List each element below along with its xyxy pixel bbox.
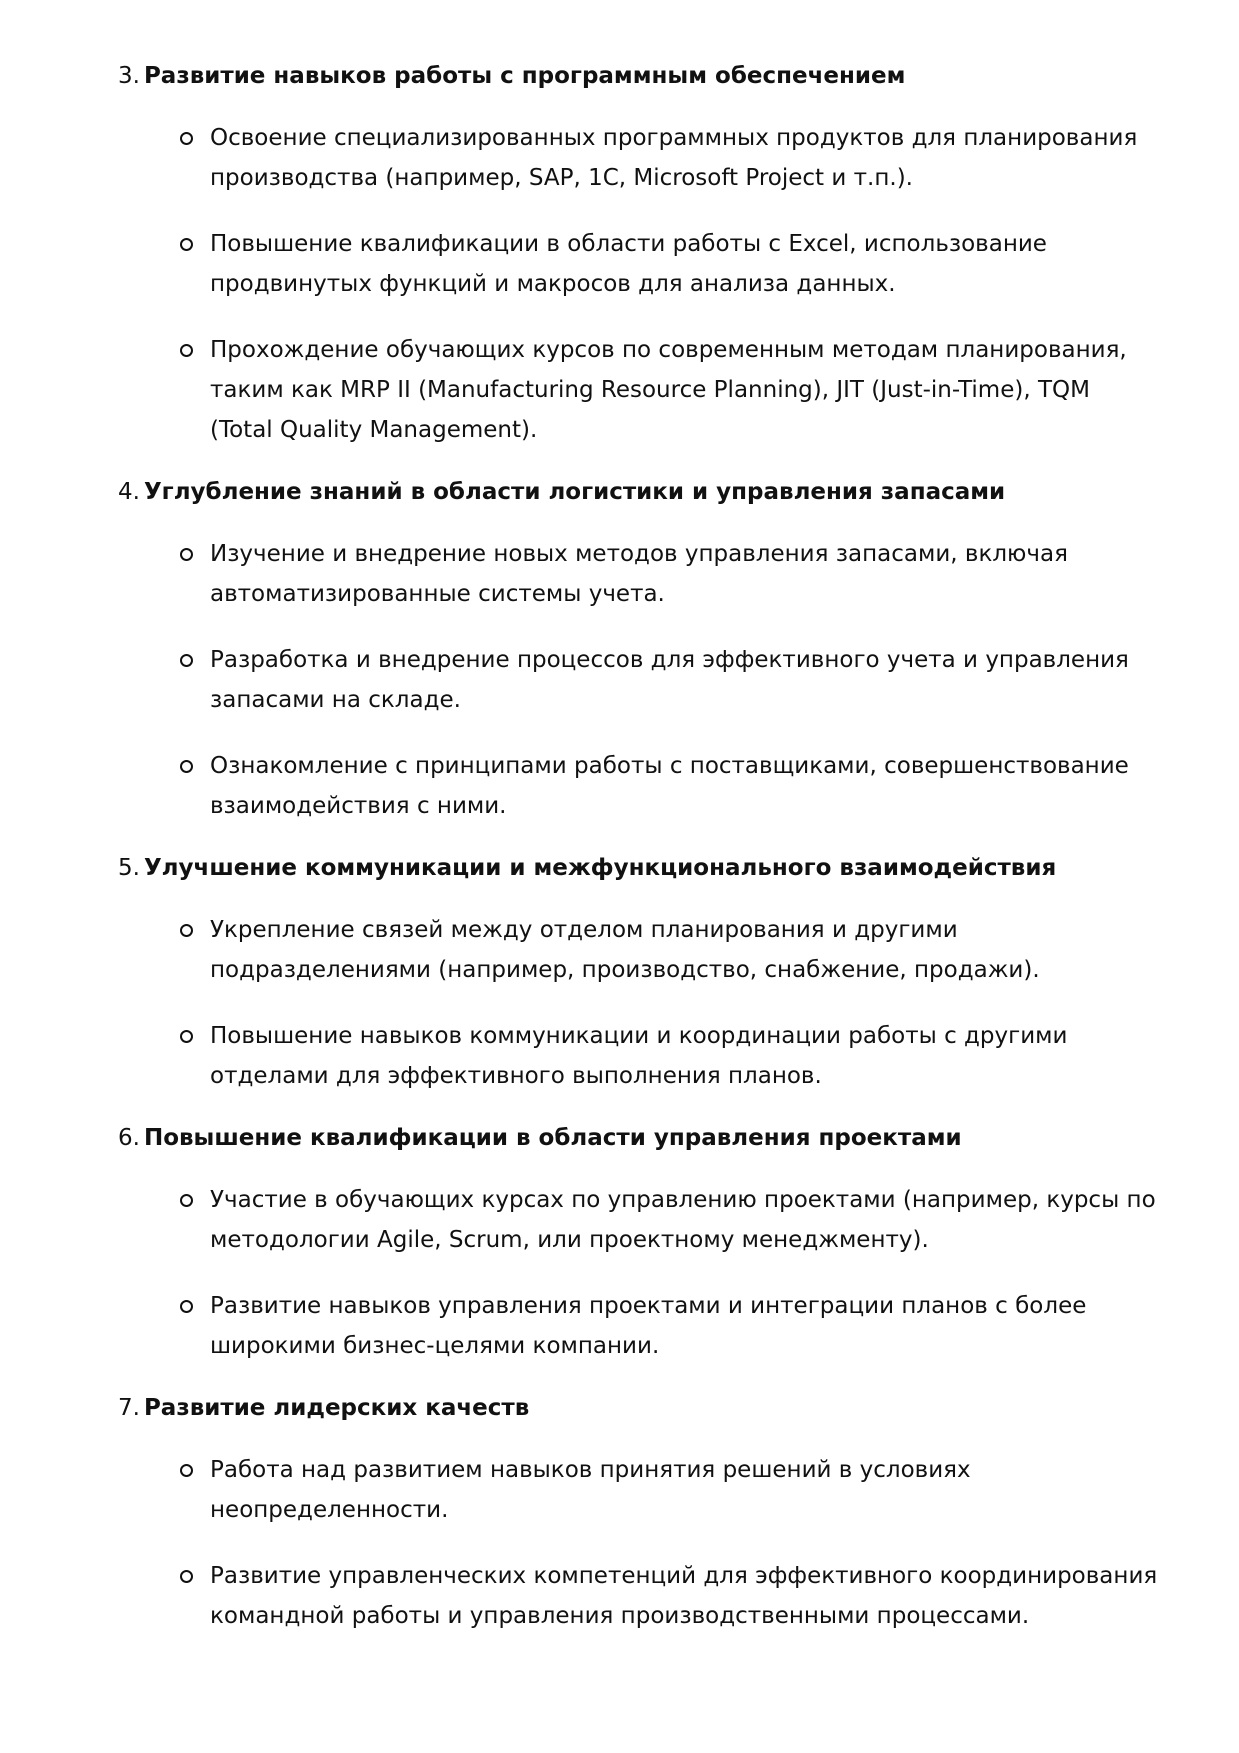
list-item — [180, 746, 1159, 826]
hollow-circle-bullet-icon — [180, 132, 193, 145]
section-5 — [118, 852, 1159, 1096]
list-item — [180, 1180, 1159, 1260]
list-item-text: Участие в обучающих курсах по управлению проектами (например, курсы по методологии Agile, Scrum, или проектному менеджменту). — [210, 1187, 1156, 1253]
section-title: Улучшение коммуникации и межфункционального взаимодействия — [143, 855, 1057, 881]
list-item-text: Повышение квалификации в области работы с Excel, использование продвинутых функций и макросов для анализа данных. — [210, 231, 1047, 297]
hollow-circle-bullet-icon — [180, 1194, 193, 1207]
section-number: 5. — [118, 855, 140, 881]
section-6 — [118, 1122, 1159, 1366]
hollow-circle-bullet-icon — [180, 654, 193, 667]
hollow-circle-bullet-icon — [180, 760, 193, 773]
section-3 — [118, 60, 1159, 450]
bullet-list — [118, 534, 1159, 826]
list-item — [180, 1556, 1159, 1636]
section-heading — [118, 1122, 1159, 1154]
section-title: Развитие навыков работы с программным обеспечением — [143, 63, 906, 89]
list-item — [180, 534, 1159, 614]
section-title: Повышение квалификации в области управления проектами — [143, 1125, 962, 1151]
list-item — [180, 1286, 1159, 1366]
section-7 — [118, 1392, 1159, 1636]
list-item — [180, 910, 1159, 990]
section-number: 4. — [118, 479, 140, 505]
list-item — [180, 118, 1159, 198]
list-item-text: Повышение навыков коммуникации и координации работы с другими отделами для эффективного выполнения планов. — [210, 1023, 1068, 1089]
section-4 — [118, 476, 1159, 826]
list-item-text: Развитие навыков управления проектами и интеграции планов с более широкими бизнес-целями компании. — [210, 1293, 1087, 1359]
list-item — [180, 330, 1159, 450]
list-item — [180, 640, 1159, 720]
list-item-text: Укрепление связей между отделом планирования и другими подразделениями (например, производство, снабжение, продажи). — [210, 917, 1040, 983]
list-item-text: Прохождение обучающих курсов по современным методам планирования, таким как MRP II (Manufacturing Resource Planning), JIT (Just-in-Time), TQM (Total Quality Management). — [210, 337, 1127, 443]
list-item-text: Освоение специализированных программных продуктов для планирования производства (например, SAP, 1C, Microsoft Project и т.п.). — [210, 125, 1138, 191]
hollow-circle-bullet-icon — [180, 1570, 193, 1583]
hollow-circle-bullet-icon — [180, 238, 193, 251]
section-title: Развитие лидерских качеств — [143, 1395, 530, 1421]
hollow-circle-bullet-icon — [180, 344, 193, 357]
list-item — [180, 1016, 1159, 1096]
list-item-text: Ознакомление с принципами работы с поставщиками, совершенствование взаимодействия с ними. — [210, 753, 1129, 819]
hollow-circle-bullet-icon — [180, 924, 193, 937]
hollow-circle-bullet-icon — [180, 1464, 193, 1477]
bullet-list — [118, 1450, 1159, 1636]
hollow-circle-bullet-icon — [180, 548, 193, 561]
section-number: 7. — [118, 1395, 140, 1421]
section-heading — [118, 476, 1159, 508]
bullet-list — [118, 910, 1159, 1096]
list-item-text: Изучение и внедрение новых методов управления запасами, включая автоматизированные системы учета. — [210, 541, 1068, 607]
hollow-circle-bullet-icon — [180, 1300, 193, 1313]
bullet-list — [118, 118, 1159, 450]
list-item — [180, 1450, 1159, 1530]
section-heading — [118, 60, 1159, 92]
section-heading — [118, 852, 1159, 884]
section-heading — [118, 1392, 1159, 1424]
bullet-list — [118, 1180, 1159, 1366]
section-number: 6. — [118, 1125, 140, 1151]
section-title: Углубление знаний в области логистики и управления запасами — [143, 479, 1006, 505]
hollow-circle-bullet-icon — [180, 1030, 193, 1043]
list-item-text: Развитие управленческих компетенций для эффективного координирования командной работы и управления производственными процессами. — [210, 1563, 1158, 1629]
list-item — [180, 224, 1159, 304]
list-item-text: Работа над развитием навыков принятия решений в условиях неопределенности. — [210, 1457, 971, 1523]
section-number: 3. — [118, 63, 140, 89]
list-item-text: Разработка и внедрение процессов для эффективного учета и управления запасами на складе. — [210, 647, 1129, 713]
